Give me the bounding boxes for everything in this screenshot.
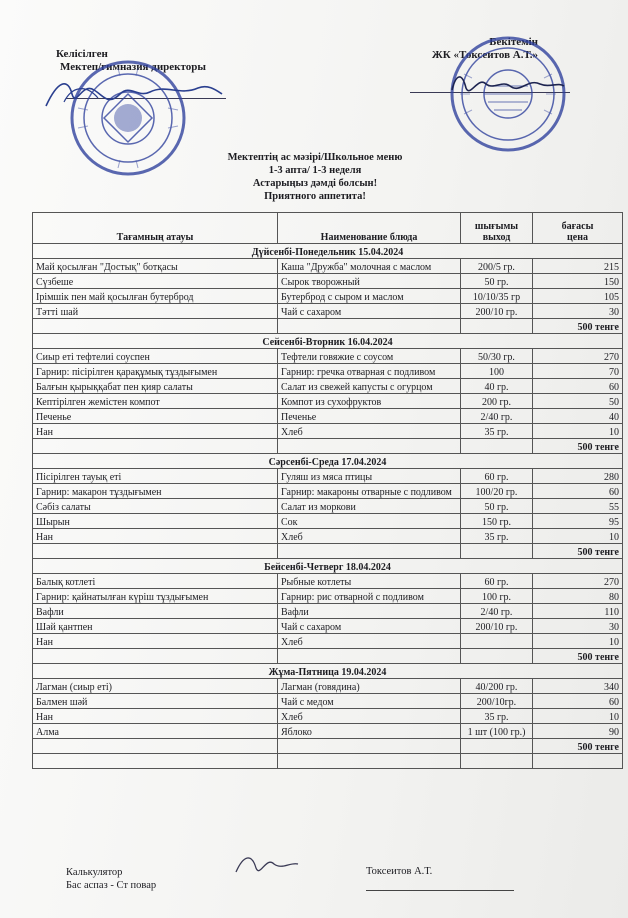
empty-cell xyxy=(33,439,278,454)
blank-row xyxy=(33,754,623,769)
day-header-row xyxy=(33,664,623,679)
table-row xyxy=(33,679,623,694)
menu-body xyxy=(33,244,623,769)
day-total: 500 тенге xyxy=(533,649,623,664)
footer-signature-line xyxy=(366,890,514,891)
chef-signature-icon xyxy=(232,850,302,880)
title-line-4: Приятного аппетита! xyxy=(264,191,366,202)
dish-quantity: 60 гр. xyxy=(461,574,533,589)
approved-by: ЖК «Токсеитов А.Т.» xyxy=(431,49,538,61)
dish-name-kz: Балмен шәй xyxy=(33,694,278,709)
table-row xyxy=(33,289,623,304)
dish-name-kz: Нан xyxy=(33,709,278,724)
dish-name-ru: Салат из моркови xyxy=(278,499,461,514)
dish-name-kz: Май қосылған "Достық" ботқасы xyxy=(33,259,278,274)
empty-cell xyxy=(278,739,461,754)
empty-cell xyxy=(533,754,623,769)
dish-price: 10 xyxy=(533,529,623,544)
empty-cell xyxy=(461,754,533,769)
dish-price: 95 xyxy=(533,514,623,529)
dish-name-kz: Гарнир: макарон тұздығымен xyxy=(33,484,278,499)
dish-price: 80 xyxy=(533,589,623,604)
table-row xyxy=(33,274,623,289)
dish-quantity: 2/40 гр. xyxy=(461,409,533,424)
dish-name-kz: Печенье xyxy=(33,409,278,424)
dish-quantity: 200/10 гр. xyxy=(461,619,533,634)
dish-price: 105 xyxy=(533,289,623,304)
day-header-row xyxy=(33,334,623,349)
dish-name-ru: Каша "Дружба" молочная с маслом xyxy=(278,259,461,274)
header-price-kz: бағасы xyxy=(561,221,594,232)
dish-name-ru: Компот из сухофруктов xyxy=(278,394,461,409)
table-row xyxy=(33,694,623,709)
dish-quantity: 100/20 гр. xyxy=(461,484,533,499)
empty-cell xyxy=(278,544,461,559)
day-total: 500 тенге xyxy=(533,319,623,334)
dish-name-kz: Вафли xyxy=(33,604,278,619)
dish-name-ru: Тефтели говяжие с соусом xyxy=(278,349,461,364)
day-total: 500 тенге xyxy=(533,739,623,754)
table-row xyxy=(33,709,623,724)
footer-role-1: Калькулятор xyxy=(66,867,123,878)
table-row xyxy=(33,349,623,364)
dish-name-kz: Лагман (сиыр еті) xyxy=(33,679,278,694)
dish-name-kz: Гарнир: қайнатылған күріш тұздығымен xyxy=(33,589,278,604)
header-price xyxy=(533,213,623,244)
dish-name-ru: Чай с сахаром xyxy=(278,619,461,634)
dish-name-kz: Нан xyxy=(33,634,278,649)
dish-name-kz: Нан xyxy=(33,424,278,439)
empty-cell xyxy=(33,754,278,769)
dish-name-ru: Чай с медом xyxy=(278,694,461,709)
table-row xyxy=(33,529,623,544)
dish-price: 215 xyxy=(533,259,623,274)
table-row xyxy=(33,409,623,424)
dish-quantity: 50/30 гр. xyxy=(461,349,533,364)
day-label: Бейсенбі-Четверг 18.04.2024 xyxy=(33,559,623,574)
table-row xyxy=(33,634,623,649)
dish-name-kz: Сиыр еті тефтелиі соуспен xyxy=(33,349,278,364)
empty-cell xyxy=(278,649,461,664)
dish-quantity: 100 xyxy=(461,364,533,379)
dish-price: 10 xyxy=(533,424,623,439)
title-line-3: Астарыңыз дәмді болсын! xyxy=(252,178,378,189)
dish-name-kz: Балғын қырыққабат пен қияр салаты xyxy=(33,379,278,394)
table-row xyxy=(33,589,623,604)
table-row xyxy=(33,619,623,634)
dish-name-ru: Хлеб xyxy=(278,709,461,724)
empty-cell xyxy=(278,754,461,769)
dish-price: 150 xyxy=(533,274,623,289)
dish-name-ru: Чай с сахаром xyxy=(278,304,461,319)
dish-name-kz: Шырын xyxy=(33,514,278,529)
table-row xyxy=(33,499,623,514)
dish-name-ru: Вафли xyxy=(278,604,461,619)
day-total: 500 тенге xyxy=(533,439,623,454)
dish-price: 270 xyxy=(533,574,623,589)
menu-table xyxy=(32,212,623,769)
table-row xyxy=(33,604,623,619)
dish-quantity: 100 гр. xyxy=(461,589,533,604)
dish-name-ru: Гарнир: гречка отварная с подливом xyxy=(278,364,461,379)
dish-quantity: 200/5 гр. xyxy=(461,259,533,274)
dish-price: 60 xyxy=(533,694,623,709)
table-row xyxy=(33,469,623,484)
footer-role-2: Бас аспаз - Ст повар xyxy=(66,880,157,891)
footer-name: Токсеитов А.Т. xyxy=(366,866,433,877)
dish-name-kz: Балық котлеті xyxy=(33,574,278,589)
dish-price: 60 xyxy=(533,379,623,394)
footer-roles xyxy=(66,866,156,892)
title-line-2: 1-3 апта/ 1-3 неделя xyxy=(268,165,362,176)
dish-quantity: 60 гр. xyxy=(461,469,533,484)
day-header-row xyxy=(33,244,623,259)
empty-cell xyxy=(278,439,461,454)
dish-quantity: 50 гр. xyxy=(461,499,533,514)
day-total-row xyxy=(33,544,623,559)
director-signature-icon xyxy=(38,72,228,122)
day-total-row xyxy=(33,649,623,664)
dish-quantity: 40 гр. xyxy=(461,379,533,394)
table-row xyxy=(33,424,623,439)
dish-name-ru: Яблоко xyxy=(278,724,461,739)
dish-name-kz: Тәтті шай xyxy=(33,304,278,319)
dish-price: 10 xyxy=(533,634,623,649)
dish-quantity: 35 гр. xyxy=(461,424,533,439)
dish-name-ru: Гуляш из мяса птицы xyxy=(278,469,461,484)
dish-name-kz: Гарнир: пісірілген қарақұмық тұздығымен xyxy=(33,364,278,379)
dish-name-ru: Хлеб xyxy=(278,424,461,439)
table-row xyxy=(33,724,623,739)
approver-signature-icon xyxy=(448,64,568,104)
table-row xyxy=(33,379,623,394)
table-row xyxy=(33,304,623,319)
dish-quantity: 1 шт (100 гр.) xyxy=(461,724,533,739)
dish-name-kz: Сүзбеше xyxy=(33,274,278,289)
table-header-row xyxy=(33,213,623,244)
dish-quantity xyxy=(461,634,533,649)
header-name-kz: Тағамның атауы xyxy=(33,213,278,244)
agreed-position: Мектеп/гимназия директоры xyxy=(60,61,206,73)
empty-cell xyxy=(461,739,533,754)
day-total-row xyxy=(33,439,623,454)
dish-price: 90 xyxy=(533,724,623,739)
dish-quantity: 35 гр. xyxy=(461,529,533,544)
day-total: 500 тенге xyxy=(533,544,623,559)
dish-name-ru: Хлеб xyxy=(278,529,461,544)
dish-quantity: 2/40 гр. xyxy=(461,604,533,619)
day-label: Сәрсенбі-Среда 17.04.2024 xyxy=(33,454,623,469)
dish-name-kz: Пісірілген тауық еті xyxy=(33,469,278,484)
dish-quantity: 200/10гр. xyxy=(461,694,533,709)
empty-cell xyxy=(278,319,461,334)
dish-quantity: 10/10/35 гр xyxy=(461,289,533,304)
day-label: Жұма-Пятница 19.04.2024 xyxy=(33,664,623,679)
dish-price: 110 xyxy=(533,604,623,619)
dish-price: 30 xyxy=(533,619,623,634)
empty-cell xyxy=(461,544,533,559)
dish-name-ru: Гарнир: макароны отварные с подливом xyxy=(278,484,461,499)
day-total-row xyxy=(33,739,623,754)
dish-name-kz: Шәй қантпен xyxy=(33,619,278,634)
table-row xyxy=(33,484,623,499)
dish-name-ru: Бутерброд с сыром и маслом xyxy=(278,289,461,304)
dish-name-ru: Салат из свежей капусты с огурцом xyxy=(278,379,461,394)
dish-name-kz: Сәбіз салаты xyxy=(33,499,278,514)
dish-name-ru: Лагман (говядина) xyxy=(278,679,461,694)
dish-name-kz: Кептірілген жемістен компот xyxy=(33,394,278,409)
dish-price: 280 xyxy=(533,469,623,484)
table-row xyxy=(33,259,623,274)
empty-cell xyxy=(33,649,278,664)
dish-quantity: 35 гр. xyxy=(461,709,533,724)
table-row xyxy=(33,364,623,379)
dish-price: 40 xyxy=(533,409,623,424)
dish-name-ru: Хлеб xyxy=(278,634,461,649)
dish-quantity: 200 гр. xyxy=(461,394,533,409)
dish-quantity: 200/10 гр. xyxy=(461,304,533,319)
empty-cell xyxy=(33,739,278,754)
title-line-1: Мектептің ас мәзірі/Школьное меню xyxy=(227,152,403,163)
day-header-row xyxy=(33,454,623,469)
dish-quantity: 50 гр. xyxy=(461,274,533,289)
dish-quantity: 40/200 гр. xyxy=(461,679,533,694)
dish-name-kz: Алма xyxy=(33,724,278,739)
dish-price: 50 xyxy=(533,394,623,409)
empty-cell xyxy=(33,544,278,559)
empty-cell xyxy=(461,649,533,664)
dish-price: 55 xyxy=(533,499,623,514)
dish-name-ru: Гарнир: рис отварной с подливом xyxy=(278,589,461,604)
approved-label: Бекітемін xyxy=(489,36,538,48)
day-header-row xyxy=(33,559,623,574)
day-label: Сейсенбі-Вторник 16.04.2024 xyxy=(33,334,623,349)
dish-price: 60 xyxy=(533,484,623,499)
header-qty xyxy=(461,213,533,244)
dish-name-ru: Сок xyxy=(278,514,461,529)
header-qty-ru: выход xyxy=(482,232,511,243)
empty-cell xyxy=(461,439,533,454)
day-label: Дүйсенбі-Понедельник 15.04.2024 xyxy=(33,244,623,259)
dish-name-kz: Нан xyxy=(33,529,278,544)
dish-quantity: 150 гр. xyxy=(461,514,533,529)
dish-name-kz: Ірімшік пен май қосылған бутерброд xyxy=(33,289,278,304)
dish-price: 10 xyxy=(533,709,623,724)
header-price-ru: цена xyxy=(567,232,588,243)
agreed-label: Келісілген xyxy=(56,48,108,60)
dish-name-ru: Сырок творожный xyxy=(278,274,461,289)
menu-title xyxy=(150,151,480,203)
dish-name-ru: Рыбные котлеты xyxy=(278,574,461,589)
dish-price: 30 xyxy=(533,304,623,319)
day-total-row xyxy=(33,319,623,334)
dish-price: 270 xyxy=(533,349,623,364)
header-qty-kz: шығымы xyxy=(474,221,519,232)
dish-price: 340 xyxy=(533,679,623,694)
dish-name-ru: Печенье xyxy=(278,409,461,424)
table-row xyxy=(33,514,623,529)
header-name-ru: Наименование блюда xyxy=(278,213,461,244)
table-row xyxy=(33,394,623,409)
empty-cell xyxy=(461,319,533,334)
empty-cell xyxy=(33,319,278,334)
table-row xyxy=(33,574,623,589)
dish-price: 70 xyxy=(533,364,623,379)
